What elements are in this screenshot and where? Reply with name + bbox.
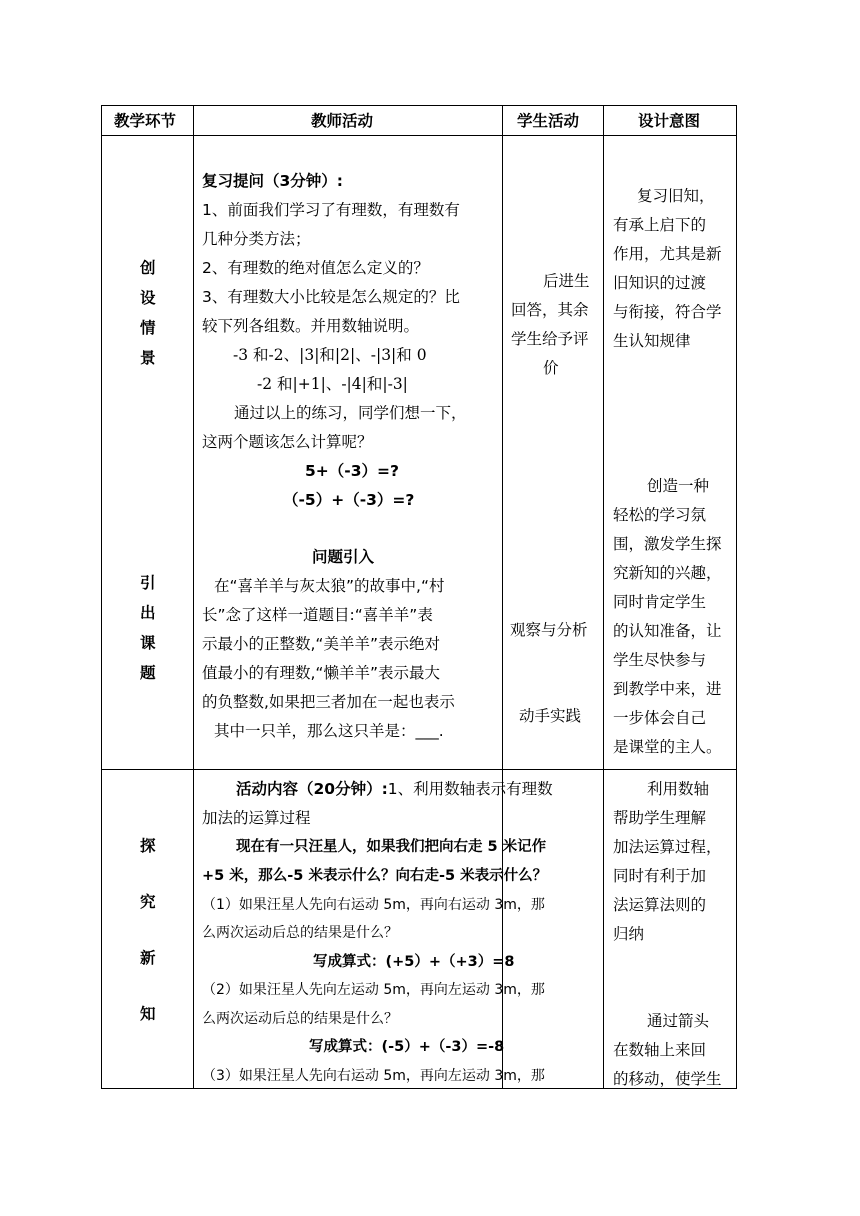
think-prompt-cont: 这两个题该怎么计算呢？ xyxy=(202,433,373,451)
design-intent-review-2: 有承上启下的 xyxy=(613,216,707,234)
formula-2: 写成算式：(-5）+（-3）=-8 xyxy=(309,1039,505,1055)
review-title: 复习提问（3分钟）: xyxy=(202,172,343,190)
design-intent-numberline-2: 帮助学生理解 xyxy=(613,809,707,827)
design-intent-numberline-6: 归纳 xyxy=(613,925,645,943)
section-divider xyxy=(101,769,737,770)
design-intent-intro-5: 同时肯定学生 xyxy=(613,593,707,611)
review-question-1: 1、前面我们学习了有理数，有理数有 xyxy=(202,201,460,219)
story-question: 其中一只羊，那么这只羊是：___. xyxy=(214,722,444,740)
stage-label-explore-new: 探 究 新 知 xyxy=(140,837,156,1023)
design-intent-numberline: 利用数轴 xyxy=(647,780,710,798)
design-intent-numberline-4: 同时有利于加 xyxy=(613,867,707,885)
student-answer-3: 学生给予评 xyxy=(511,330,589,348)
student-practice: 动手实践 xyxy=(519,707,582,725)
design-intent-review: 复习旧知， xyxy=(637,187,715,205)
story-text-5: 的负整数,如果把三者加在一起也表示 xyxy=(202,693,455,711)
design-intent-review-3: 作用，尤其是新 xyxy=(613,245,722,263)
formula-1: 写成算式：(+5）+（+3）=8 xyxy=(313,954,515,970)
problem-statement: 现在有一只汪星人，如果我们把向右走 5 米记作 xyxy=(236,839,547,855)
comparison-set-2: -2 和|+1|、-|4|和|-3| xyxy=(257,375,408,393)
think-prompt: 通过以上的练习，同学们想一下， xyxy=(234,404,467,422)
review-question-2: 2、有理数的绝对值怎么定义的？ xyxy=(202,259,429,277)
story-text-3: 示最小的正整数,“美羊羊”表示绝对 xyxy=(202,635,440,653)
header-student-activity: 学生活动 xyxy=(517,112,580,130)
story-text-4: 值最小的有理数,“懒羊羊”表示最大 xyxy=(202,664,440,682)
table-border-right xyxy=(736,105,737,1089)
comparison-set-1: -3 和-2、|3|和|2|、-|3|和 0 xyxy=(233,346,427,364)
design-intent-review-6: 生认知规律 xyxy=(613,332,691,350)
design-intent-intro-8: 到教学中来，进 xyxy=(613,680,722,698)
design-intent-intro-4: 究新知的兴趣， xyxy=(613,564,722,582)
design-intent-review-4: 旧知识的过渡 xyxy=(613,274,707,292)
student-answer-4: 价 xyxy=(543,359,559,377)
student-answer-2: 回答，其余 xyxy=(511,301,589,319)
student-answer: 后进生 xyxy=(543,272,590,290)
activity-description: 1、利用数轴表示有理数 xyxy=(387,780,553,798)
table-divider-1 xyxy=(193,105,194,1089)
design-intent-intro-6: 的认知准备，让 xyxy=(613,622,722,640)
story-text-2: 长”念了这样一道题目:“喜羊羊”表 xyxy=(202,606,433,624)
case-2-cont: 么两次运动后总的结果是什么？ xyxy=(202,1011,398,1027)
design-intent-intro-2: 轻松的学习氛 xyxy=(613,506,707,524)
design-intent-review-5: 与衔接，符合学 xyxy=(613,303,722,321)
table-border-top xyxy=(101,105,737,106)
stage-label-create-scenario: 创 设 情 景 xyxy=(140,259,156,367)
design-intent-intro-9: 一步体会自己 xyxy=(613,709,707,727)
design-intent-numberline-3: 加法运算过程， xyxy=(613,838,722,856)
story-text: 在“喜羊羊与灰太狼”的故事中,“村 xyxy=(214,577,445,595)
table-border-left xyxy=(101,105,102,1089)
problem-statement-2: +5 米，那么-5 米表示什么？向右走-5 米表示什么？ xyxy=(202,868,548,884)
case-1-cont: 么两次运动后总的结果是什么？ xyxy=(202,925,398,941)
problem-intro-title: 问题引入 xyxy=(312,548,375,566)
student-observe: 观察与分析 xyxy=(510,621,588,639)
case-2: （2）如果汪星人先向左运动 5m，再向左运动 3m，那 xyxy=(202,982,545,998)
design-intent-arrow-3: 的移动，使学生 xyxy=(613,1070,722,1088)
design-intent-intro: 创造一种 xyxy=(647,477,710,495)
review-question-3-cont: 较下列各组数。并用数轴说明。 xyxy=(202,317,420,335)
activity-title: 活动内容（20分钟）: xyxy=(236,780,388,798)
header-design-intent: 设计意图 xyxy=(638,112,701,130)
design-intent-arrow-2: 在数轴上来回 xyxy=(613,1041,707,1059)
design-intent-intro-10: 是课堂的主人。 xyxy=(613,738,722,756)
case-1: （1）如果汪星人先向右运动 5m，再向右运动 3m，那 xyxy=(202,897,545,913)
activity-content xyxy=(236,779,553,799)
table-divider-2 xyxy=(502,105,503,1089)
header-teacher-activity: 教师活动 xyxy=(311,112,374,130)
review-question-3: 3、有理数大小比较是怎么规定的？比 xyxy=(202,288,460,306)
design-intent-arrow: 通过箭头 xyxy=(647,1012,710,1030)
header-stage: 教学环节 xyxy=(114,112,177,130)
case-3: （3）如果汪星人先向右运动 5m，再向左运动 3m，那 xyxy=(202,1068,545,1084)
expression-2: （-5）+（-3）=? xyxy=(283,491,415,509)
design-intent-intro-7: 学生尽快参与 xyxy=(613,651,707,669)
expression-1: 5+（-3）=? xyxy=(305,462,399,480)
stage-label-introduce-topic: 引 出 课 题 xyxy=(140,574,156,682)
design-intent-intro-3: 围，激发学生探 xyxy=(613,535,722,553)
design-intent-numberline-5: 法运算法则的 xyxy=(613,896,707,914)
activity-description-cont: 加法的运算过程 xyxy=(202,809,311,827)
header-row-divider xyxy=(101,135,737,136)
table-divider-3 xyxy=(603,105,604,1089)
review-question-1-cont: 几种分类方法； xyxy=(202,230,311,248)
